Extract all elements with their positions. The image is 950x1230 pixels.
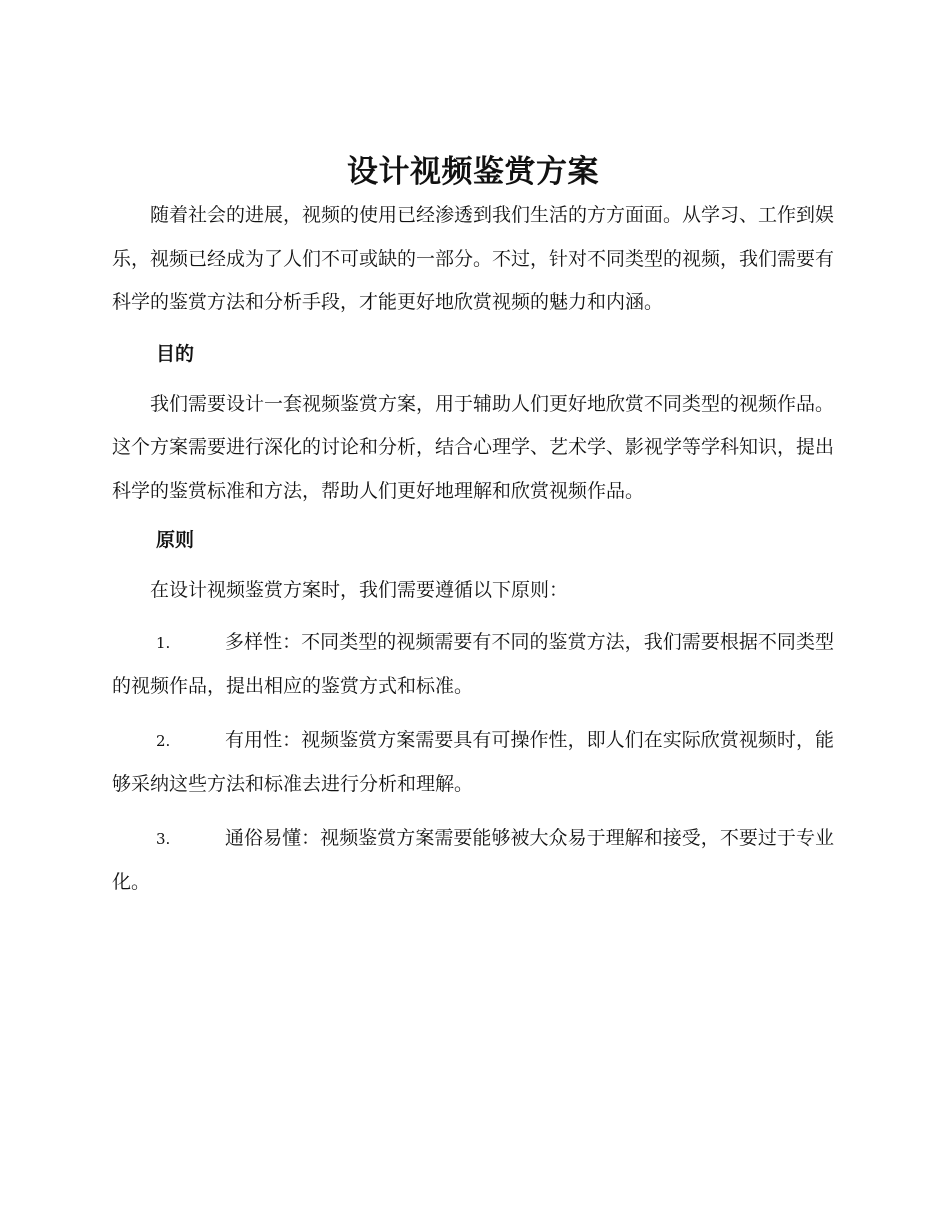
document-content [112,150,834,915]
list-item [112,817,834,905]
principles-intro: 在设计视频鉴赏方案时，我们需要遵循以下原则： [150,579,569,601]
list-number: 1. [156,633,171,652]
list-number: 2. [156,731,171,750]
list-number: 3. [156,829,171,848]
principles-list [112,621,834,905]
goal-paragraph: 我们需要设计一套视频鉴赏方案，用于辅助人们更好地欣赏不同类型的视频作品。这个方案需要进行深化的讨论和分析，结合心理学、艺术学、影视学等学科知识，提出科学的鉴赏标准和方法，帮助人们更好地理解和欣赏视频作品。 [112,392,835,502]
list-text: 通俗易懂：视频鉴赏方案需要能够被大众易于理解和接受，不要过于专业化。 [112,826,834,893]
list-text: 多样性：不同类型的视频需要有不同的鉴赏方法，我们需要根据不同类型的视频作品，提出相应的鉴赏方式和标准。 [112,630,834,697]
document-title: 设计视频鉴赏方案 [347,154,599,190]
list-item [112,621,834,709]
list-item [112,719,834,807]
section-heading-principles: 原则 [156,529,195,551]
section-heading-goal: 目的 [156,342,195,365]
intro-paragraph: 随着社会的进展，视频的使用已经渗透到我们生活的方方面面。从学习、工作到娱乐，视频已经成为了人们不可或缺的一部分。不过，针对不同类型的视频，我们需要有科学的鉴赏方法和分析手段，才能更好地欣赏视频的魅力和内涵。 [112,204,835,313]
list-text: 有用性：视频鉴赏方案需要具有可操作性，即人们在实际欣赏视频时，能够采纳这些方法和标准去进行分析和理解。 [112,728,834,795]
